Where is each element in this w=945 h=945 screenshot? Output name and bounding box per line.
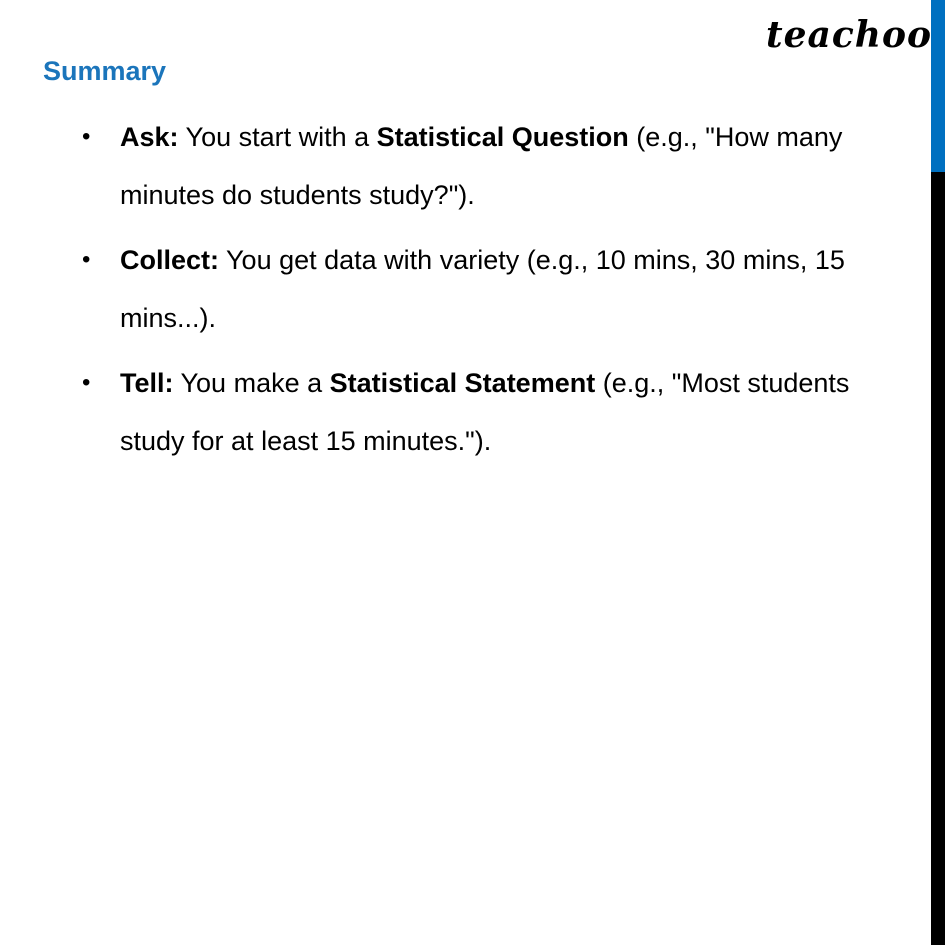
item-text: You start with a: [178, 122, 377, 152]
side-accent-bar: [931, 0, 945, 172]
bullet-icon: •: [82, 246, 91, 273]
summary-list: [80, 108, 910, 477]
item-label: Ask:: [120, 122, 179, 152]
bullet-icon: •: [82, 369, 91, 396]
teachoo-logo: teachoo: [766, 14, 932, 56]
list-item-collect: [80, 231, 910, 347]
side-dark-bar: [931, 172, 945, 945]
item-emphasis: Statistical Question: [376, 122, 629, 152]
item-text: (e.g., "Most students study for at least 15 minutes.").: [120, 368, 850, 456]
item-text: You make a: [173, 368, 330, 398]
item-label: Collect:: [120, 245, 220, 275]
page-title: Summary: [43, 56, 167, 86]
item-text: You get data with variety (e.g., 10 mins, 30 mins, 15 mins...).: [120, 245, 845, 333]
item-emphasis: Statistical Statement: [329, 368, 596, 398]
bullet-icon: •: [82, 123, 91, 150]
item-text: (e.g., "How many minutes do students study?").: [120, 122, 843, 210]
list-item-ask: [80, 108, 910, 224]
list-item-tell: [80, 354, 910, 470]
item-label: Tell:: [120, 368, 174, 398]
